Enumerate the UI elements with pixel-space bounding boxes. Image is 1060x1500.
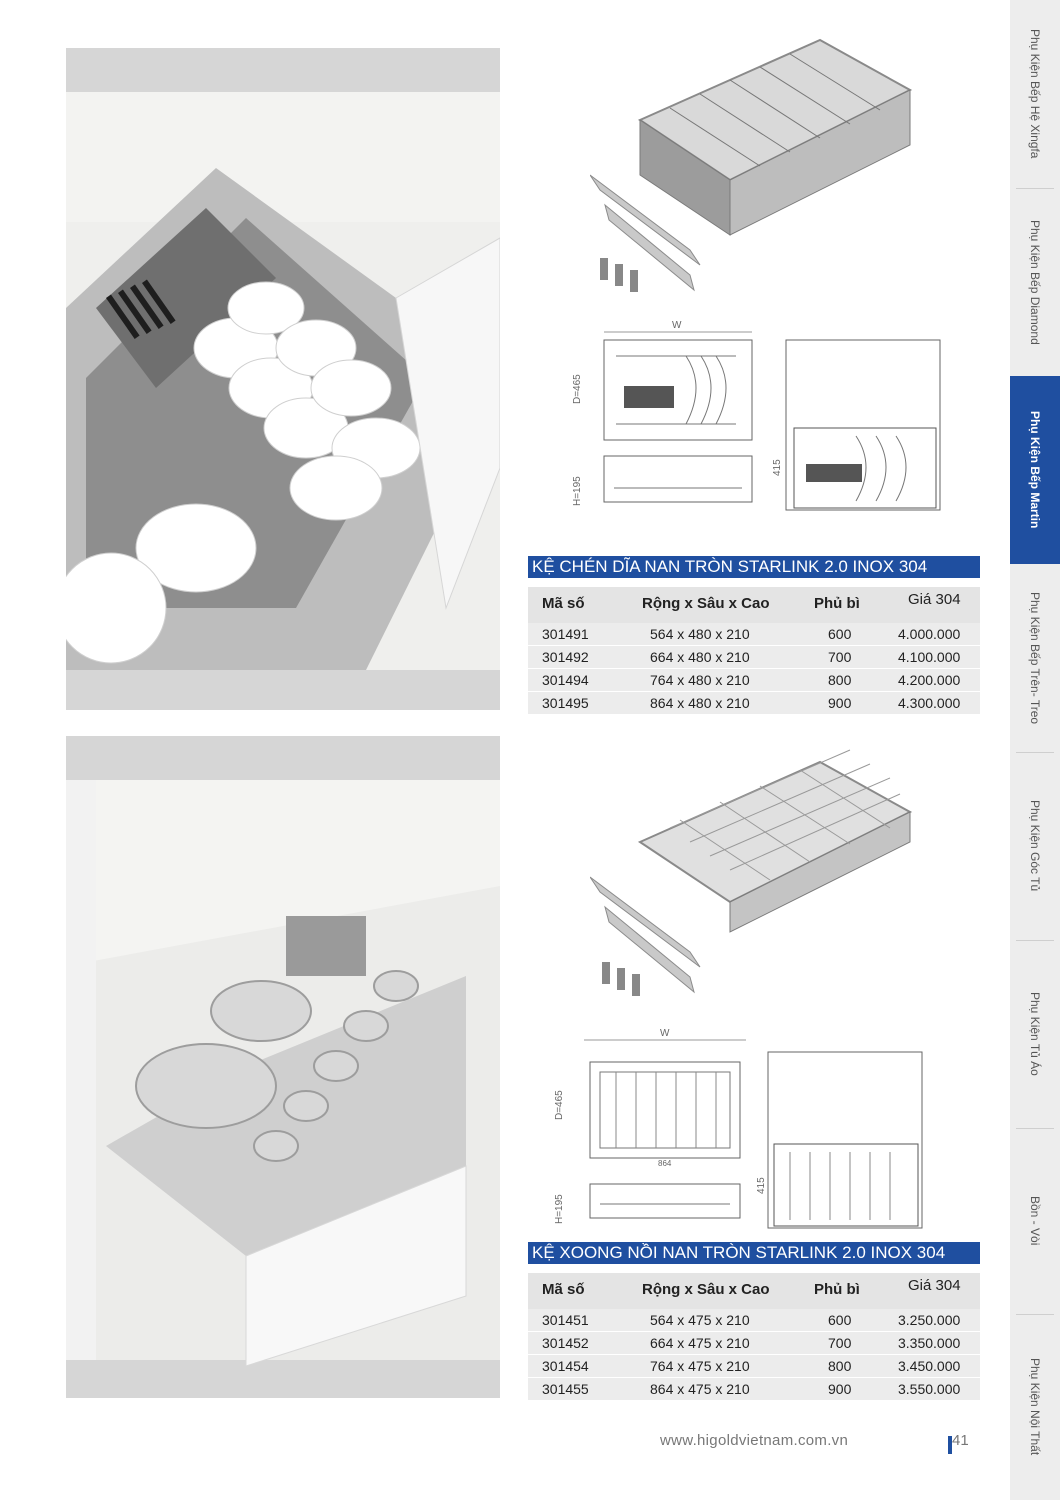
sidebar-item-label: Phụ Kiện Bếp Martin <box>1028 411 1042 529</box>
category-sidebar <box>1010 0 1060 1500</box>
table-row <box>528 1309 980 1332</box>
pot-rack-product-image <box>590 742 920 1002</box>
cell-size: 764 x 480 x 210 <box>650 672 750 688</box>
cell-code: 301455 <box>542 1381 589 1397</box>
cell-price: 4.100.000 <box>898 649 961 665</box>
cell-code: 301451 <box>542 1312 589 1328</box>
cell-size: 564 x 475 x 210 <box>650 1312 750 1328</box>
cell-code: 301454 <box>542 1358 589 1374</box>
cell-cover: 900 <box>828 1381 852 1397</box>
cell-cover: 800 <box>828 672 852 688</box>
dim-width-label: 864 <box>658 1159 672 1168</box>
pot-drawer-photo <box>66 736 500 1398</box>
cell-size: 864 x 475 x 210 <box>650 1381 750 1397</box>
sidebar-item-diamond[interactable] <box>1010 188 1060 376</box>
cell-price: 4.000.000 <box>898 626 961 642</box>
table-row <box>528 1332 980 1355</box>
cell-size: 764 x 475 x 210 <box>650 1358 750 1374</box>
cell-size: 664 x 480 x 210 <box>650 649 750 665</box>
sidebar-item-martin[interactable] <box>1010 376 1060 564</box>
header-size: Rộng x Sâu x Cao <box>642 1281 770 1298</box>
sidebar-item-label: Phụ Kiện Nội Thất <box>1028 1358 1042 1456</box>
header-price: Giá 304 <box>908 591 961 608</box>
cell-price: 4.300.000 <box>898 695 961 711</box>
cell-cover: 900 <box>828 695 852 711</box>
dim-w-label: W <box>660 1028 670 1039</box>
sidebar-item-label: Phụ Kiện Bếp Trên- Treo <box>1028 591 1042 725</box>
cell-price: 3.350.000 <box>898 1335 961 1351</box>
product1-title: KỆ CHÉN DĨA NAN TRÒN STARLINK 2.0 INOX 304 <box>528 556 980 578</box>
table-row <box>528 669 980 692</box>
cell-code: 301492 <box>542 649 589 665</box>
dim-d-label: D=465 <box>572 374 583 404</box>
dish-drawer-photo <box>66 48 500 710</box>
dim-w-label: W <box>672 320 682 331</box>
product2-table <box>528 1273 980 1401</box>
cell-price: 3.550.000 <box>898 1381 961 1397</box>
cell-cover: 700 <box>828 1335 852 1351</box>
dim-d-label: D=465 <box>554 1090 565 1120</box>
pot-rack-diagram <box>546 1024 946 1234</box>
product2-table-header <box>528 1273 980 1309</box>
product1-table-header <box>528 587 980 623</box>
cell-size: 664 x 475 x 210 <box>650 1335 750 1351</box>
dim-side-label: 415 <box>756 1177 767 1194</box>
header-size: Rộng x Sâu x Cao <box>642 595 770 612</box>
cell-size: 864 x 480 x 210 <box>650 695 750 711</box>
sidebar-item-xingfa[interactable] <box>1010 0 1060 188</box>
cell-code: 301495 <box>542 695 589 711</box>
sidebar-item-noi-that[interactable] <box>1010 1314 1060 1500</box>
sidebar-item-tu-ao[interactable] <box>1010 940 1060 1128</box>
table-row <box>528 1355 980 1378</box>
cell-cover: 600 <box>828 626 852 642</box>
sidebar-item-label: Phụ Kiện Bếp Hệ Xingfa <box>1028 29 1042 159</box>
header-cover: Phủ bì <box>814 595 860 612</box>
sidebar-item-goc-tu[interactable] <box>1010 752 1060 940</box>
cell-size: 564 x 480 x 210 <box>650 626 750 642</box>
cell-cover: 800 <box>828 1358 852 1374</box>
product1-table <box>528 587 980 715</box>
header-code: Mã số <box>542 595 585 612</box>
cell-cover: 600 <box>828 1312 852 1328</box>
cell-code: 301491 <box>542 626 589 642</box>
cell-price: 3.250.000 <box>898 1312 961 1328</box>
product2-title: KỆ XOONG NỒI NAN TRÒN STARLINK 2.0 INOX 304 <box>528 1242 980 1264</box>
sidebar-item-label: Phụ Kiện Tủ Áo <box>1028 992 1042 1076</box>
dim-side-label: 415 <box>772 459 783 476</box>
dish-drawer-illustration <box>66 48 500 710</box>
dish-rack-diagram <box>556 316 970 516</box>
cell-price: 4.200.000 <box>898 672 961 688</box>
table-row <box>528 646 980 669</box>
header-price: Giá 304 <box>908 1277 961 1294</box>
cell-cover: 700 <box>828 649 852 665</box>
cell-price: 3.450.000 <box>898 1358 961 1374</box>
header-cover: Phủ bì <box>814 1281 860 1298</box>
footer-url[interactable]: www.higoldvietnam.com.vn <box>660 1432 849 1449</box>
pot-drawer-illustration <box>66 736 500 1398</box>
table-row <box>528 1378 980 1401</box>
page-number: 41 <box>952 1432 969 1449</box>
table-row <box>528 692 980 715</box>
dim-h-label: H=195 <box>554 1194 565 1224</box>
dim-h-label: H=195 <box>572 476 583 506</box>
header-code: Mã số <box>542 1281 585 1298</box>
cell-code: 301494 <box>542 672 589 688</box>
sidebar-item-tren-treo[interactable] <box>1010 564 1060 752</box>
table-row <box>528 623 980 646</box>
dish-rack-product-image <box>590 30 920 300</box>
sidebar-item-label: Bồn - Vòi <box>1028 1196 1042 1246</box>
sidebar-item-label: Phụ Kiện Góc Tủ <box>1028 800 1042 892</box>
cell-code: 301452 <box>542 1335 589 1351</box>
sidebar-item-label: Phụ Kiện Bếp Diamond <box>1028 219 1042 345</box>
sidebar-item-bon-voi[interactable] <box>1010 1128 1060 1314</box>
